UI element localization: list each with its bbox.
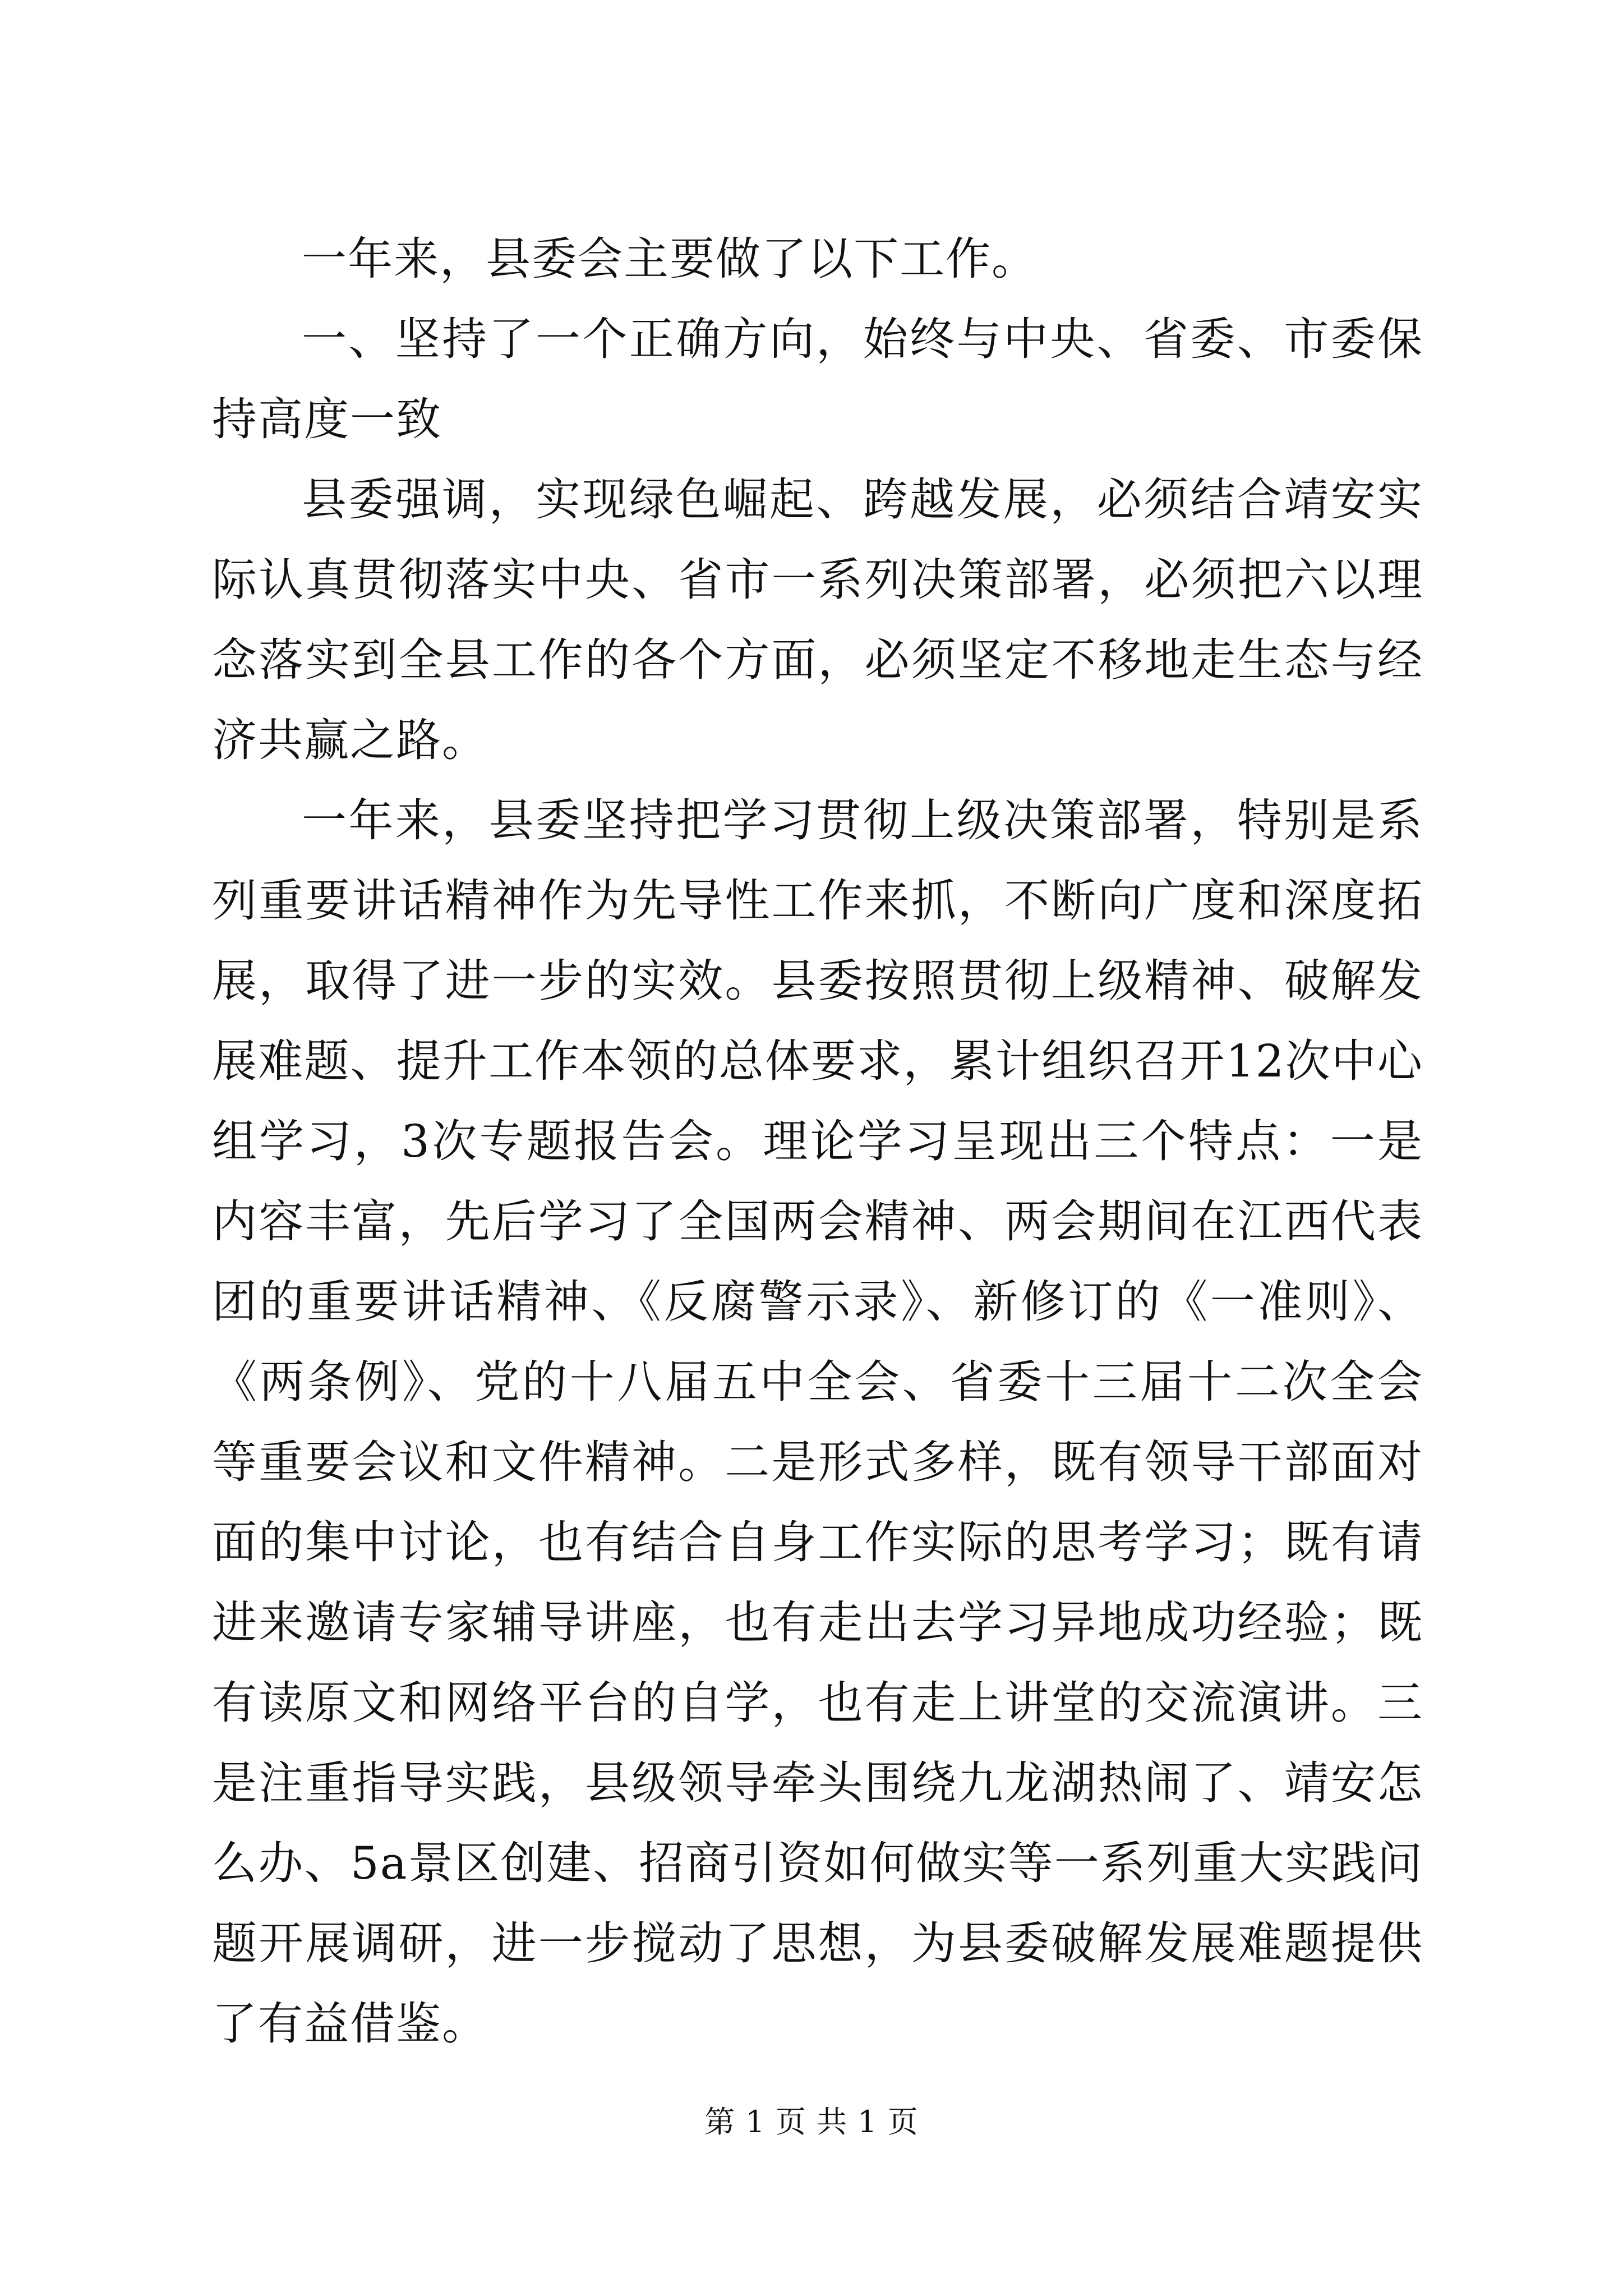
paragraph-emphasis: 县委强调，实现绿色崛起、跨越发展，必须结合靖安实际认真贯彻落实中央、省市一系列决策部署，必须把六以理念落实到全县工作的各个方面，必须坚定不移地走生态与经济共赢之路。 — [212, 473, 1423, 766]
section-heading-1: 一、坚持了一个正确方向，始终与中央、省委、市委保持高度一致 — [212, 313, 1423, 445]
paragraph-study: 一年来，县委坚持把学习贯彻上级决策部署，特别是系列重要讲话精神作为先导性工作来抓，不断向广度和深度拓展，取得了进一步的实效。县委按照贯彻上级精神、破解发展难题、提升工作本领的总体要求，累计组织召开12次中心组学习，3次专题报告会。理论学习呈现出三个特点：一是内容丰富，先后学习了全国两会精神、两会期间在江西代表团的重要讲话精神、《反腐警示录》、新修订的《一准则》、《两条例》、党的十八届五中全会、省委十三届十二次全会等重要会议和文件精神。二是形式多样，既有领导干部面对面的集中讨论，也有结合自身工作实际的思考学习；既有请进来邀请专家辅导讲座，也有走出去学习异地成功经验；既有读原文和网络平台的自学，也有走上讲堂的交流演讲。三是注重指导实践，县级领导牵头围绕九龙湖热闹了、靖安怎么办、5a景区创建、招商引资如何做实等一系列重大实践问题开展调研，进一步搅动了思想，为县委破解发展难题提供了有益借鉴。 — [212, 794, 1423, 2050]
paragraph-intro: 一年来，县委会主要做了以下工作。 — [302, 233, 1038, 285]
document-body — [212, 219, 1423, 2064]
page-number-footer: 第 1 页 共 1 页 — [704, 2104, 919, 2139]
